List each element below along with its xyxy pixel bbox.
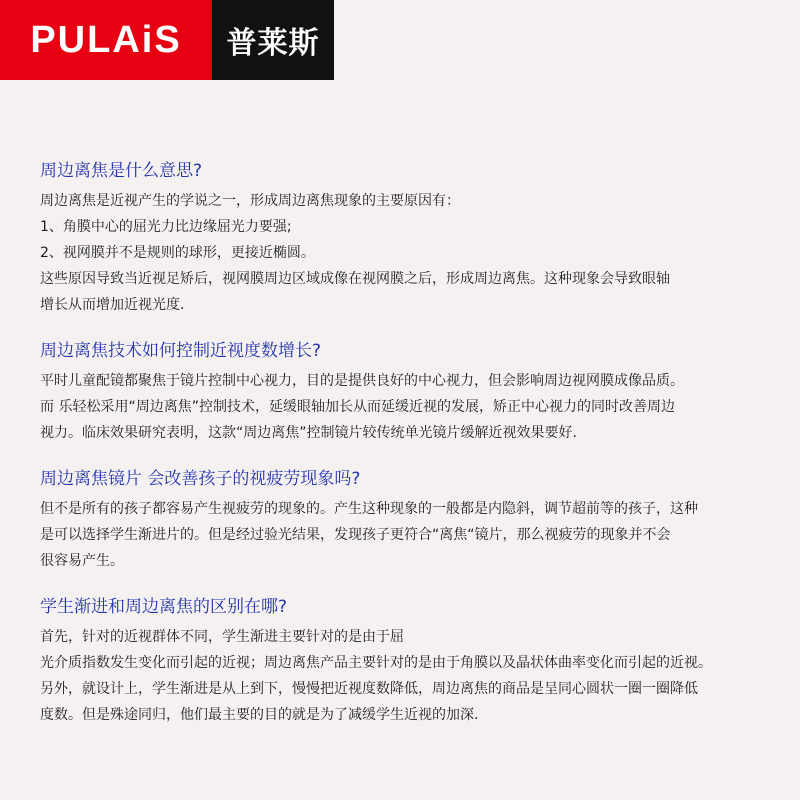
section-title: 周边离焦技术如何控制近视度数增长? [40,341,322,361]
paragraph-line: 光介质指数发生变化而引起的近视；周边离焦产品主要针对的是由于角膜以及晶状体曲率变化而引起的近视。 [40,655,712,671]
article-body [40,158,780,748]
section-eye-fatigue [40,466,780,574]
paragraph-line: 很容易产生。 [40,553,124,569]
paragraph-line: 另外，就设计上，学生渐进是从上到下，慢慢把近视度数降低，周边离焦的商品是呈同心圆状一圈一圈降低 [40,681,698,697]
paragraph-line: 这些原因导致当近视足矫后，视网膜周边区域成像在视网膜之后，形成周边离焦。这种现象会导致眼轴 [40,271,670,287]
logo-brand-cn-text: 普莱斯 [212,0,334,80]
paragraph-line: 首先，针对的近视群体不同，学生渐进主要针对的是由于屈 [40,629,404,645]
section-difference [40,594,780,728]
paragraph-line: 但不是所有的孩子都容易产生视疲劳的现象的。产生这种现象的一般都是内隐斜，调节超前等的孩子，这种 [40,501,698,517]
paragraph-line: 周边离焦是近视产生的学说之一，形成周边离焦现象的主要原因有： [40,193,460,209]
section-title: 学生渐进和周边离焦的区别在哪? [40,597,288,617]
paragraph-line: 是可以选择学生渐进片的。但是经过验光结果，发现孩子更符合“离焦“镜片，那么视疲劳的现象并不会 [40,527,671,543]
paragraph-line: 平时儿童配镜都聚焦于镜片控制中心视力，目的是提供良好的中心视力，但会影响周边视网膜成像品质。 [40,373,684,389]
paragraph-line: 1、角膜中心的屈光力比边缘屈光力要强; [40,219,292,235]
brand-logo [0,0,334,80]
logo-brand-text: PULAiS [0,0,212,80]
paragraph-line: 2、视网膜并不是规则的球形，更接近椭圆。 [40,245,315,261]
paragraph-line: 视力。临床效果研究表明，这款“周边离焦”控制镜片较传统单光镜片缓解近视效果要好. [40,425,577,441]
section-title: 周边离焦镜片 会改善孩子的视疲劳现象吗? [40,469,361,489]
paragraph-line: 而 乐轻松采用“周边离焦”控制技术，延缓眼轴加长从而延缓近视的发展，矫正中心视力的同时改善周边 [40,399,675,415]
section-how-it-controls [40,338,780,446]
section-title: 周边离焦是什么意思? [40,161,203,181]
paragraph-line: 增长从而增加近视光度. [40,297,185,313]
section-what-is-defocus [40,158,780,318]
paragraph-line: 度数。但是殊途同归，他们最主要的目的就是为了减缓学生近视的加深. [40,707,479,723]
